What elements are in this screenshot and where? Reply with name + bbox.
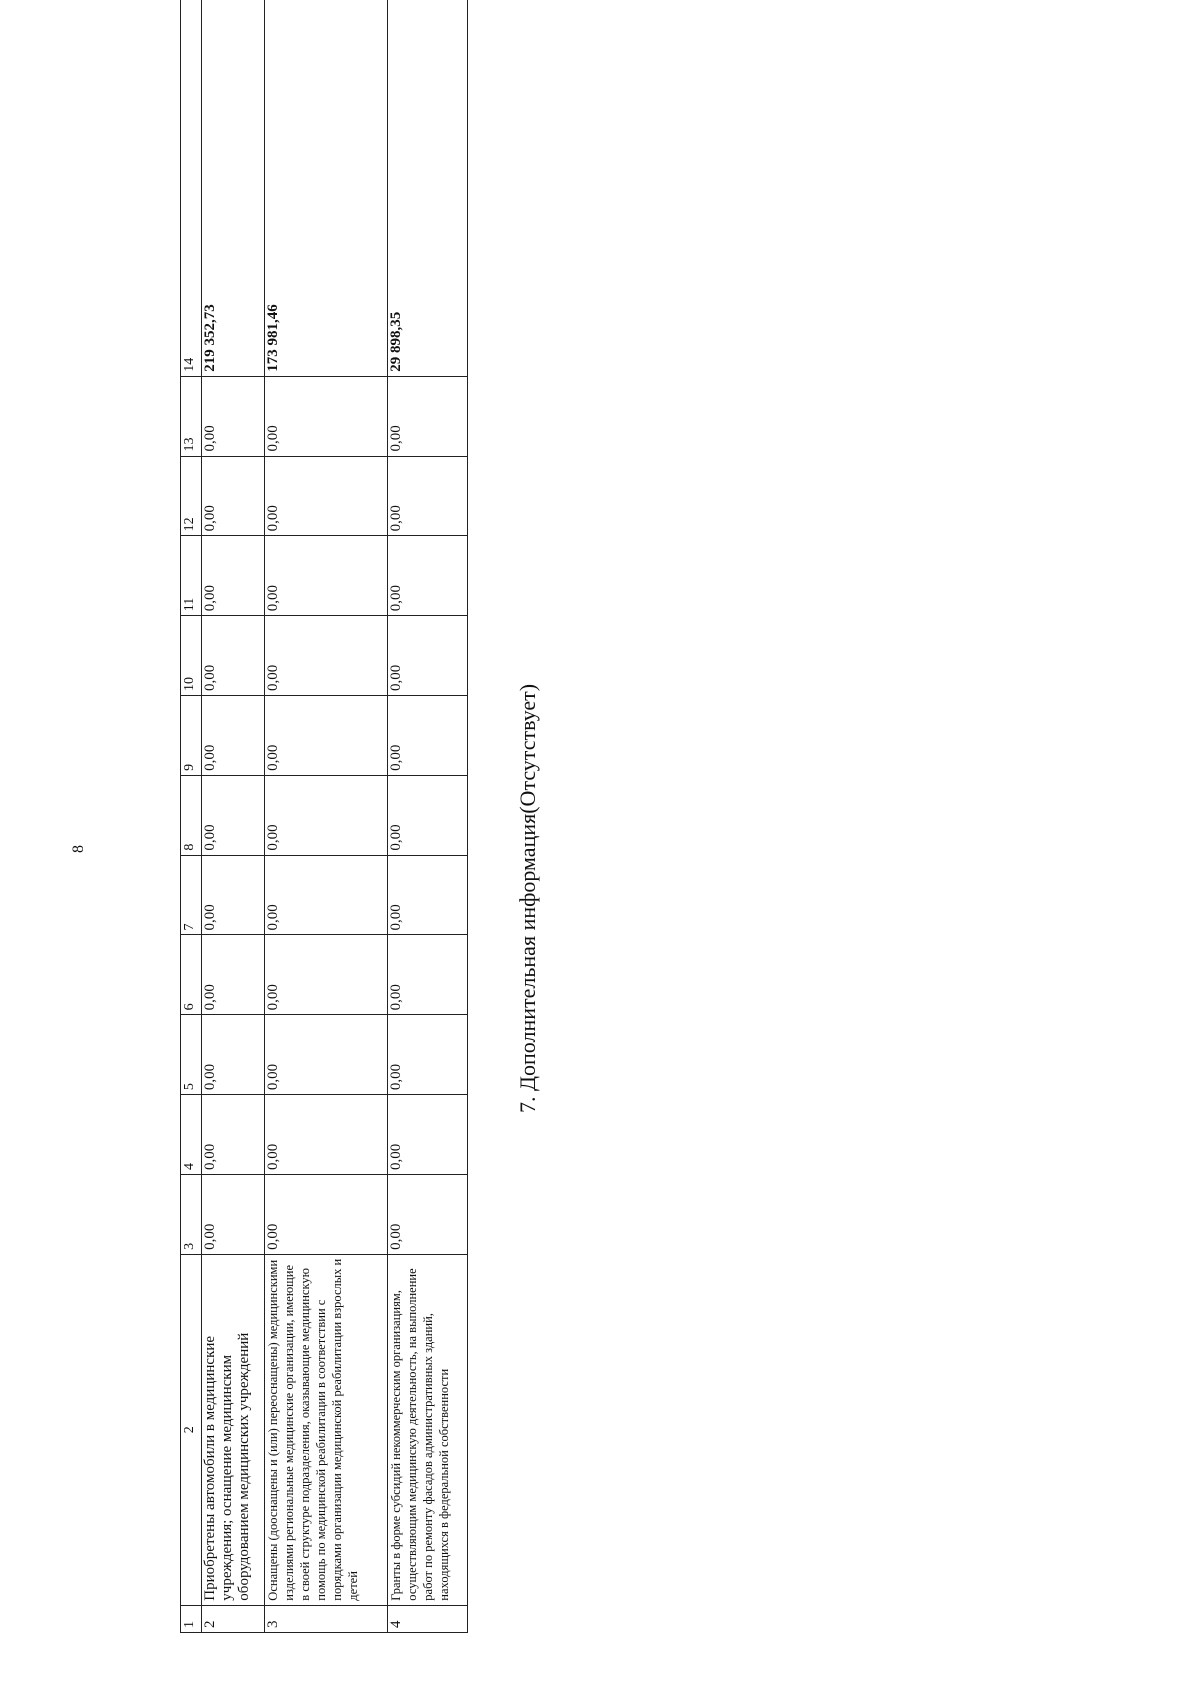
column-header: 12 xyxy=(181,456,202,536)
column-header: 4 xyxy=(181,1095,202,1175)
table-row xyxy=(202,0,265,1633)
column-header: 1 xyxy=(181,1605,202,1632)
value-cell: 0,00 xyxy=(388,616,468,696)
total-cell: 219 352,73 xyxy=(202,0,265,376)
value-cell: 0,00 xyxy=(388,456,468,536)
row-description: Оснащены (дооснащены и (или) переоснащены) медицинскими изделиями региональные медицинские организации, имеющие в своей структуре подразделения, оказывающие медицинскую помощь по медицинской реабилитации в соответствии с порядками организации медицинской реабилитации взрослых и детей xyxy=(265,1254,388,1605)
page-number: 8 xyxy=(70,845,87,853)
value-cell: 0,00 xyxy=(388,775,468,855)
value-cell: 0,00 xyxy=(202,456,265,536)
value-cell: 0,00 xyxy=(202,1015,265,1095)
value-cell: 0,00 xyxy=(202,935,265,1015)
report-table xyxy=(180,0,468,1633)
column-header: 3 xyxy=(181,1174,202,1254)
total-cell: 173 981,46 xyxy=(265,0,388,376)
row-number: 2 xyxy=(202,1605,265,1632)
total-cell: 29 898,35 xyxy=(388,0,468,376)
column-header: 7 xyxy=(181,855,202,935)
table-row xyxy=(265,0,388,1633)
value-cell: 0,00 xyxy=(202,696,265,776)
table-row xyxy=(388,0,468,1633)
row-number: 3 xyxy=(265,1605,388,1632)
value-cell: 0,00 xyxy=(265,376,388,456)
value-cell: 0,00 xyxy=(388,536,468,616)
value-cell: 0,00 xyxy=(265,456,388,536)
value-cell: 0,00 xyxy=(388,1095,468,1175)
column-header: 11 xyxy=(181,536,202,616)
value-cell: 0,00 xyxy=(265,775,388,855)
table-header-row xyxy=(181,0,202,1633)
value-cell: 0,00 xyxy=(265,696,388,776)
value-cell: 0,00 xyxy=(202,376,265,456)
value-cell: 0,00 xyxy=(202,536,265,616)
column-header: 13 xyxy=(181,376,202,456)
column-header: 6 xyxy=(181,935,202,1015)
row-number: 4 xyxy=(388,1605,468,1632)
value-cell: 0,00 xyxy=(202,1095,265,1175)
value-cell: 0,00 xyxy=(388,696,468,776)
column-header: 10 xyxy=(181,616,202,696)
value-cell: 0,00 xyxy=(202,775,265,855)
value-cell: 0,00 xyxy=(388,376,468,456)
section-heading: 7. Дополнительная информация(Отсутствует) xyxy=(515,683,540,1113)
column-header: 8 xyxy=(181,775,202,855)
value-cell: 0,00 xyxy=(265,1015,388,1095)
value-cell: 0,00 xyxy=(265,1095,388,1175)
value-cell: 0,00 xyxy=(202,1174,265,1254)
value-cell: 0,00 xyxy=(388,1015,468,1095)
row-description: Приобретены автомобили в медицинские учреждения; оснащение медицинским оборудованием медицинских учреждений xyxy=(202,1254,265,1605)
value-cell: 0,00 xyxy=(265,935,388,1015)
column-header: 9 xyxy=(181,696,202,776)
value-cell: 0,00 xyxy=(265,1174,388,1254)
value-cell: 0,00 xyxy=(265,536,388,616)
value-cell: 0,00 xyxy=(202,855,265,935)
value-cell: 0,00 xyxy=(388,935,468,1015)
column-header: 2 xyxy=(181,1254,202,1605)
value-cell: 0,00 xyxy=(388,855,468,935)
value-cell: 0,00 xyxy=(265,855,388,935)
value-cell: 0,00 xyxy=(202,616,265,696)
row-description: Гранты в форме субсидий некоммерческим организациям, осуществляющим медицинскую деятельность, на выполнение работ по ремонту фасадов административных зданий, находящихся в федеральной собственности xyxy=(388,1254,468,1605)
value-cell: 0,00 xyxy=(388,1174,468,1254)
column-header: 5 xyxy=(181,1015,202,1095)
column-header: 14 xyxy=(181,0,202,376)
value-cell: 0,00 xyxy=(265,616,388,696)
